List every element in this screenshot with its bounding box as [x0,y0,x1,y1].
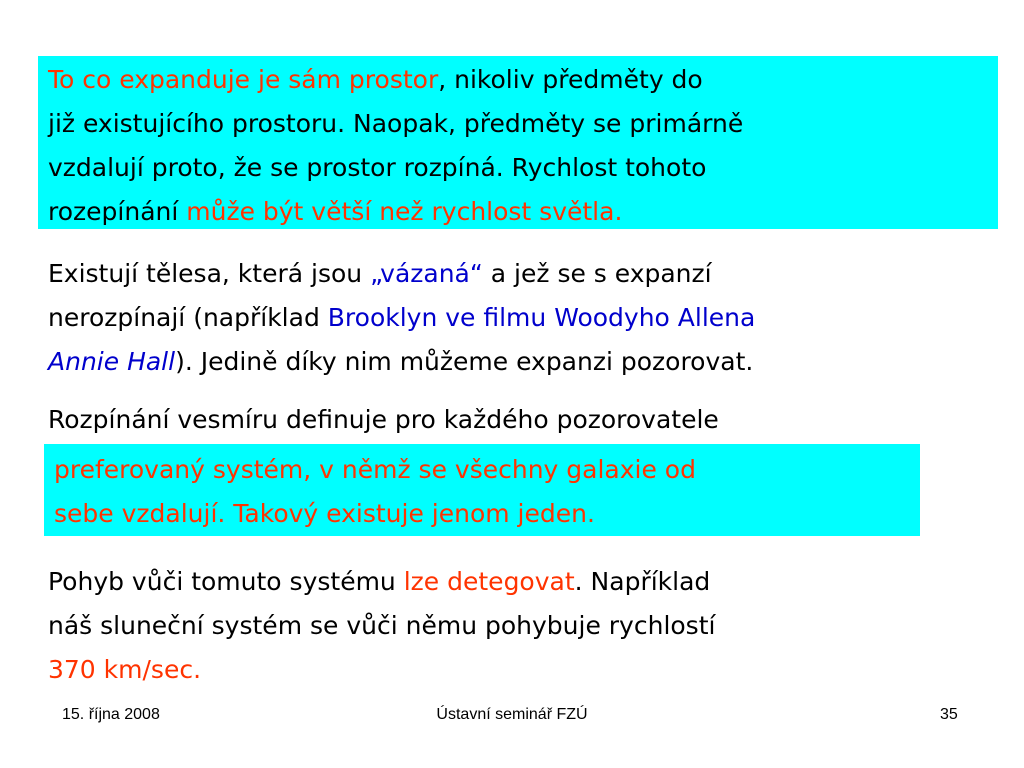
paragraph-1 [48,58,743,234]
paragraph-3-box-line-2: sebe vzdalují. Takový existuje jenom jeden. [54,499,595,528]
paragraph-3-intro [48,398,719,442]
text: . Například [574,567,711,596]
paragraph-2-line-3 [48,340,755,384]
paragraph-1-line-3: vzdalují proto, že se prostor rozpíná. Rychlost tohoto [48,153,707,182]
emphasis-blue: „vázaná“ [370,259,483,288]
emphasis-red: může být větší než rychlost světla. [186,197,623,226]
footer-date: 15. října 2008 [62,706,160,723]
footer-title: Ústavní seminář FZÚ [436,706,588,723]
text: nerozpínají (například [48,303,328,332]
paragraph-4-line-1 [48,560,715,604]
paragraph-3-line-1: Rozpínání vesmíru definuje pro každého pozorovatele [48,405,719,434]
text: rozepínání [48,197,187,226]
film-title: Annie Hall [48,347,176,376]
paragraph-4 [48,560,715,692]
text: Existují tělesa, která jsou [48,259,371,288]
paragraph-1-line-4 [48,190,743,234]
emphasis-red: lze detegovat [403,567,575,596]
film-reference: Brooklyn ve filmu Woodyho Allena [327,303,756,332]
text: ). Jedině díky nim můžeme expanzi pozorovat. [175,347,754,376]
paragraph-3-box-line-1: preferovaný systém, v němž se všechny galaxie od [54,455,696,484]
emphasis-red: To co expanduje je sám prostor [48,65,439,94]
paragraph-4-line-3: 370 km/sec. [48,655,202,684]
paragraph-2-line-2 [48,296,755,340]
text: , nikoliv předměty do [438,65,703,94]
paragraph-4-line-2: náš sluneční systém se vůči němu pohybuje rychlostí [48,611,716,640]
paragraph-2-line-1 [48,252,755,296]
paragraph-1-line-1 [48,58,743,102]
text: a jež se s expanzí [482,259,712,288]
text: Pohyb vůči tomuto systému [48,567,404,596]
paragraph-2 [48,252,755,384]
slide-number: 35 [940,706,958,723]
paragraph-3-box-text [54,448,696,536]
paragraph-1-line-2: již existujícího prostoru. Naopak, předměty se primárně [48,109,744,138]
